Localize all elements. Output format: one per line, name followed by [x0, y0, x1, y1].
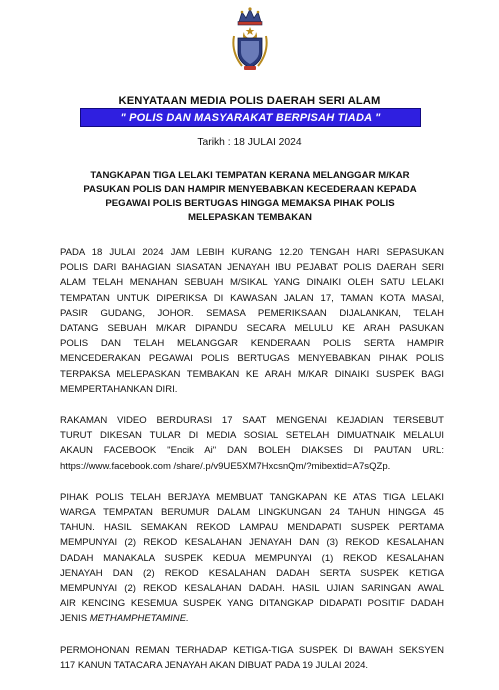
body-line: DATANG SEBUAH M/KAR DIPANDU SECARA MELULU KE ARAH PASUKAN — [60, 323, 444, 335]
paragraph-incident — [60, 245, 444, 397]
body-line: PIHAK POLIS TELAH BERJAYA MEMBUAT TANGKAPAN KE ATAS TIGA LELAKI — [60, 491, 444, 503]
body-line: 117 KANUN TATACARA JENAYAH AKAN DIBUAT PADA 19 JULAI 2024. — [60, 659, 369, 671]
body-line: AIR KENCING KESEMUA SUSPEK YANG DITANGKAP DIDAPATI POSITIF DADAH — [60, 598, 444, 610]
body-line: JENAYAH DAN (2) REKOD KESALAHAN DADAH SERTA SUSPEK KETIGA — [60, 567, 444, 579]
body-line: MENCEDERAKAN PEGAWAI POLIS BERTUGAS MENYEBABKAN PIHAK POLIS — [60, 353, 444, 365]
drug-term: METHAMPHETAMINE. — [89, 613, 189, 625]
body-line: RAKAMAN VIDEO BERDURASI 17 SAAT MENGENAI KEJADIAN TERSEBUT — [60, 415, 444, 427]
slogan-text: " POLIS DAN MASYARAKAT BERPISAH TIADA " — [120, 111, 381, 124]
body-line: PADA 18 JULAI 2024 JAM LEBIH KURANG 12.20 TENGAH HARI SEPASUKAN — [60, 247, 444, 258]
body-line: ALAM TELAH MENAHAN SEBUAH M/SIKAL YANG DINAIKI OLEH SATU LELAKI — [60, 277, 444, 289]
headline — [60, 169, 440, 225]
police-crest-icon — [230, 6, 270, 72]
agency-title: KENYATAAN MEDIA POLIS DAERAH SERI ALAM — [118, 95, 381, 107]
headline-line: PEGAWAI POLIS BERTUGAS HINGGA MEMAKSA PIHAK POLIS — [105, 198, 395, 209]
headline-line: MELEPASKAN TEMBAKAN — [187, 212, 312, 223]
headline-line: TANGKAPAN TIGA LELAKI TEMPATAN KERANA MELANGGAR M/KAR — [90, 170, 410, 181]
body-text — [60, 245, 444, 689]
slogan-banner — [80, 108, 421, 127]
headline-line: PASUKAN POLIS DAN HAMPIR MENYEBABKAN KECEDERAAN KEPADA — [83, 184, 417, 195]
body-line: POLIS DAN TELAH MELANGGAR KENDERAAN POLIS SERTA HAMPIR — [60, 338, 444, 350]
body-line: AKAUN FACEBOOK "Encik Ai" DAN BOLEH DIAKSES DI PAUTAN URL: — [60, 445, 444, 457]
release-date: Tarikh : 18 JULAI 2024 — [197, 137, 302, 148]
body-line: WARGA TEMPATAN BERUMUR DALAM LINGKUNGAN 24 TAHUN HINGGA 45 — [60, 507, 444, 519]
body-line: MEMPUNYAI (2) REKOD KESALAHAN DADAH. HASIL UJIAN SARINGAN AWAL — [60, 583, 444, 595]
body-line: MEMPUNYAI (2) REKOD KESALAHAN JENAYAH DAN (3) REKOD KESALAHAN — [60, 537, 444, 549]
body-line: TURUT DIKESAN TULAR DI MEDIA SOSIAL SETELAH DIMUATNAIK MELALUI — [60, 430, 444, 442]
body-line: TERPAKSA MELEPASKAN TEMBAKAN KE ARAH M/KAR DINAIKI SUSPEK BAGI — [60, 368, 444, 380]
body-line: POLIS DARI BAHAGIAN SIASATAN JENAYAH IBU PEJABAT POLIS DAERAH SERI — [60, 262, 444, 274]
body-line: MEMPERTAHANKAN DIRI. — [60, 383, 178, 395]
paragraph-arrest — [60, 490, 444, 627]
body-line: PASIR GUDANG, JOHOR. SEMASA PEMERIKSAAN DIJALANKAN, TELAH — [60, 307, 444, 319]
body-line — [60, 611, 444, 626]
paragraph-remand — [60, 643, 444, 673]
facebook-url-line: https://www.facebook.com /share/.p/v9UE5XM7HxcsnQm/?mibextid=A7sQZp. — [60, 460, 391, 472]
paragraph-video — [60, 413, 444, 474]
body-line: DADAH MANAKALA SUSPEK KEDUA MEMPUNYAI (1) REKOD KESALAHAN — [60, 552, 444, 564]
body-line-text: JENIS — [60, 613, 90, 625]
body-line: TEMPATAN UNTUK DIPERIKSA DI KAWASAN JALAN 17, TAMAN KOTA MASAI, — [60, 292, 444, 304]
body-line: PERMOHONAN REMAN TERHADAP KETIGA-TIGA SUSPEK DI BAWAH SEKSYEN — [60, 644, 444, 656]
body-line: TAHUN. HASIL SEMAKAN REKOD LAMPAU MENDAPATI SUSPEK PERTAMA — [60, 522, 444, 534]
